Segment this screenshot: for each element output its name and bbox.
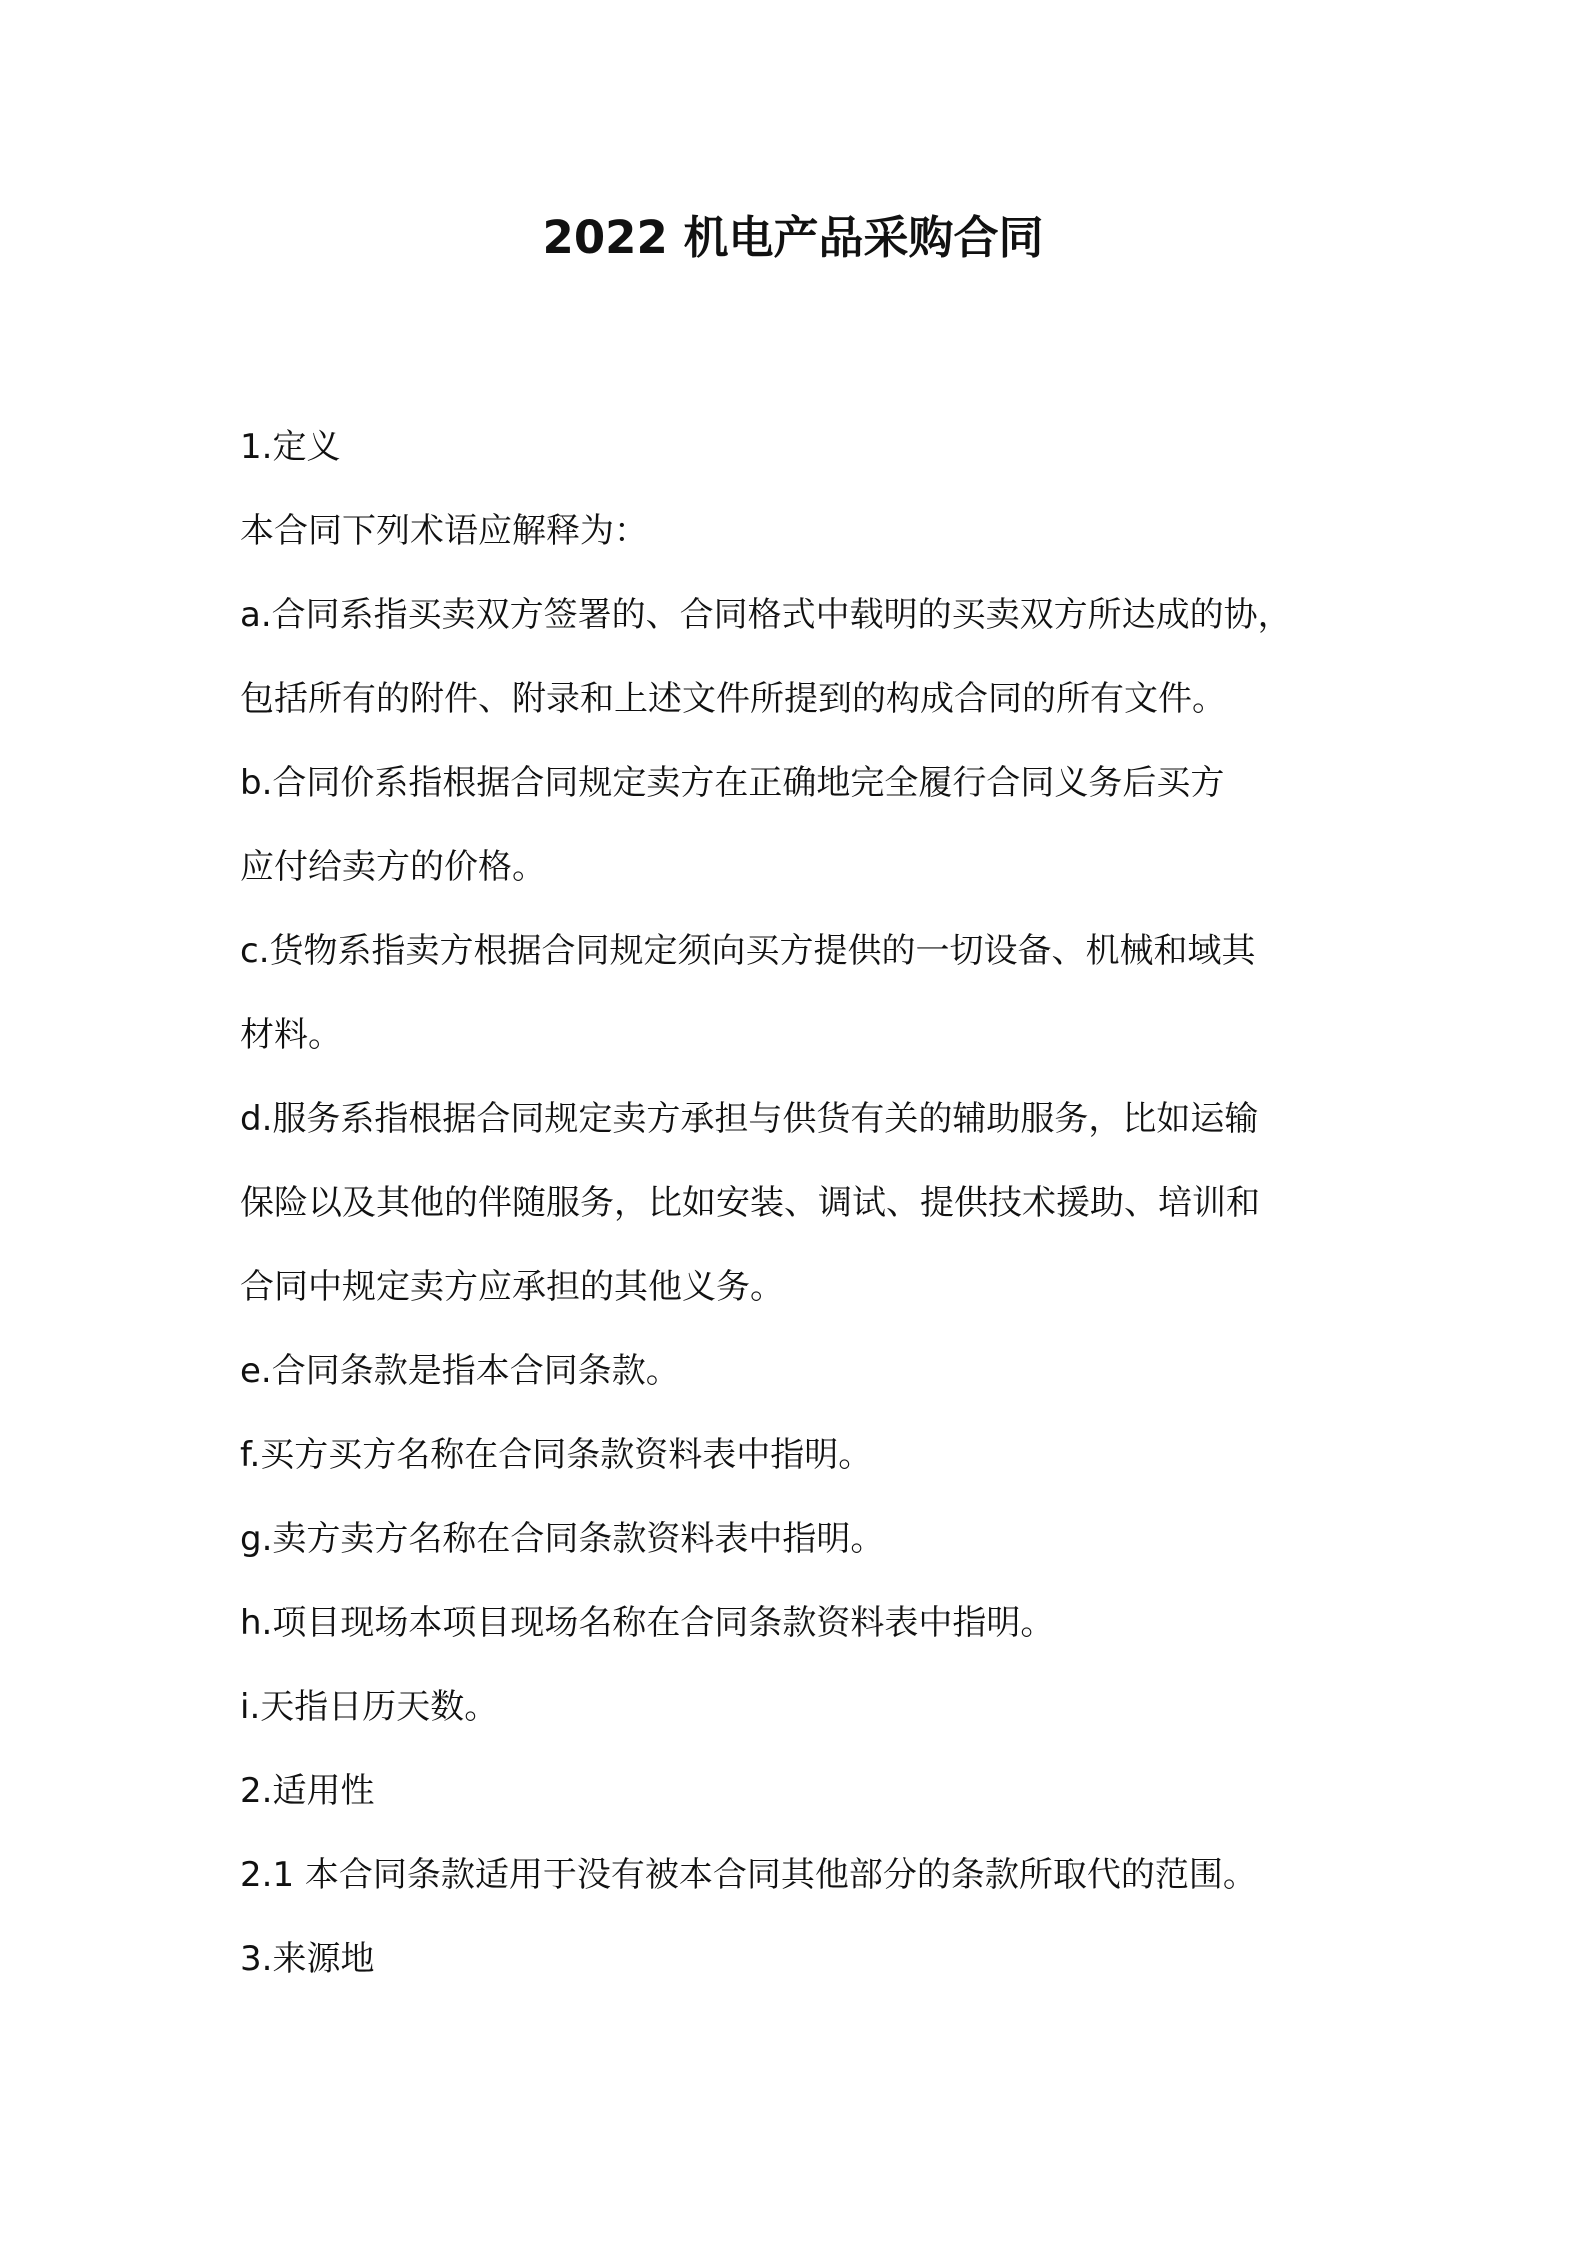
paragraph-line: b.合同价系指根据合同规定卖方在正确地完全履行合同义务后买方 bbox=[240, 763, 1225, 803]
paragraph-line: f.买方买方名称在合同条款资料表中指明。 bbox=[240, 1435, 873, 1475]
paragraph-line: e.合同条款是指本合同条款。 bbox=[240, 1351, 680, 1391]
paragraph-line: a.合同系指买卖双方签署的、合同格式中载明的买卖双方所达成的协， bbox=[240, 595, 1292, 635]
section-heading-origin: 3.来源地 bbox=[240, 1939, 375, 1979]
section-heading-definition: 1.定义 bbox=[240, 427, 341, 467]
document-body bbox=[240, 405, 1380, 2001]
paragraph-line: 2.1 本合同条款适用于没有被本合同其他部分的条款所取代的范围。 bbox=[240, 1855, 1257, 1895]
paragraph-line: i.天指日历天数。 bbox=[240, 1687, 499, 1727]
paragraph-line: 保险以及其他的伴随服务，比如安装、调试、提供技术援助、培训和 bbox=[240, 1183, 1260, 1223]
paragraph-line: d.服务系指根据合同规定卖方承担与供货有关的辅助服务，比如运输 bbox=[240, 1099, 1259, 1139]
paragraph-line: 材料。 bbox=[240, 1015, 342, 1055]
paragraph-line: g.卖方卖方名称在合同条款资料表中指明。 bbox=[240, 1519, 885, 1559]
paragraph-line: 包括所有的附件、附录和上述文件所提到的构成合同的所有文件。 bbox=[240, 679, 1226, 719]
paragraph-line: h.项目现场本项目现场名称在合同条款资料表中指明。 bbox=[240, 1603, 1055, 1643]
paragraph-line: 应付给卖方的价格。 bbox=[240, 847, 546, 887]
document-title: 2022 机电产品采购合同 bbox=[542, 211, 1044, 264]
paragraph-line: 合同中规定卖方应承担的其他义务。 bbox=[240, 1267, 784, 1307]
paragraph-line: 本合同下列术语应解释为： bbox=[240, 511, 648, 551]
section-heading-applicability: 2.适用性 bbox=[240, 1771, 375, 1811]
paragraph-line: c.货物系指卖方根据合同规定须向买方提供的一切设备、机械和域其 bbox=[240, 931, 1256, 971]
